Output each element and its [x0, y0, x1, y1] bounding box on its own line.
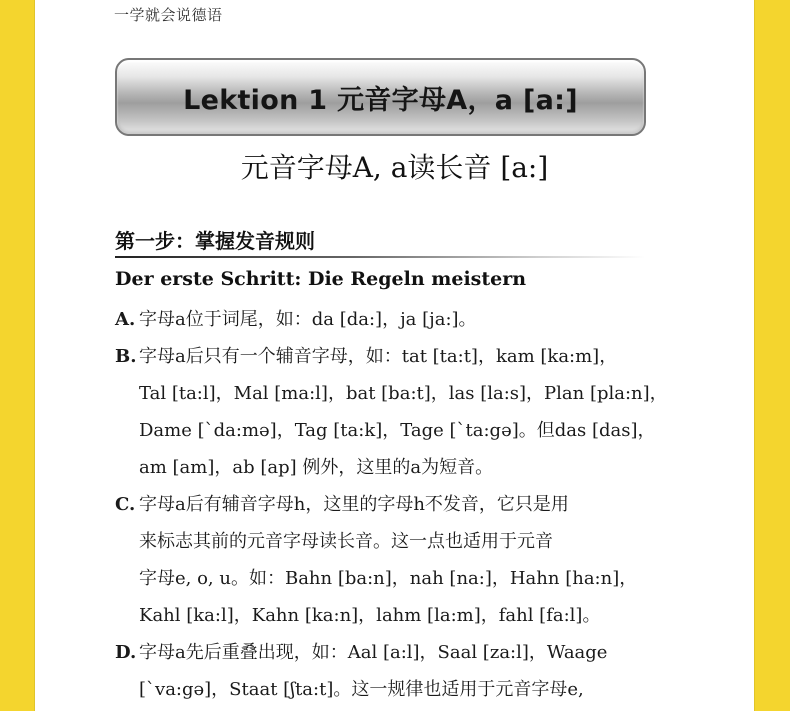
running-header: 一学就会说德语	[114, 6, 223, 24]
lesson-title: Lektion 1 元音字母A，a [a:]	[183, 84, 578, 116]
rule-line: 来标志其前的元音字母读长音。这一点也适用于元音	[139, 531, 553, 552]
rule-item-d	[115, 634, 660, 708]
rule-line: Dame [ˋda:mə]，Tag [ta:k]，Tage [ˋta:gə]。但das [das]，	[139, 420, 656, 441]
rule-text: 字母a后只有一个辅音字母，如：tat [ta:t]，kam [ka:m]，	[139, 346, 618, 367]
book-page	[35, 0, 754, 711]
rule-line	[115, 486, 660, 523]
rule-line	[115, 301, 660, 338]
rule-item-b	[115, 338, 668, 486]
rule-line: 字母e, o, u。如：Bahn [ba:n]，nah [na:]，Hahn [ha:n]，	[139, 568, 638, 589]
rule-line	[115, 634, 660, 671]
rule-marker: B.	[115, 346, 137, 367]
rule-marker: A.	[115, 309, 136, 330]
rule-text: 字母a先后重叠出现，如：Aal [a:l]，Saal [za:l]，Waage	[139, 642, 608, 663]
step-subheading: Der erste Schritt: Die Regeln meistern	[115, 268, 527, 290]
rule-line: [ˋva:gə]，Staat [ʃta:t]。这一规律也适用于元音字母e,	[139, 679, 584, 700]
rule-line: Tal [ta:l]，Mal [ma:l]，bat [ba:t]，las [la:s]，Plan [pla:n]，	[139, 383, 668, 404]
rule-line: am [am]，ab [ap] 例外，这里的a为短音。	[139, 457, 494, 478]
rule-text: 字母a位于词尾，如：da [da:]，ja [ja:]。	[139, 309, 477, 330]
rule-marker: C.	[115, 494, 136, 515]
rule-line: Kahl [ka:l]，Kahn [ka:n]，lahm [la:m]，fahl [fa:l]。	[139, 605, 601, 626]
lesson-title-banner	[115, 58, 646, 136]
lesson-subtitle: 元音字母A, a读长音 [a:]	[240, 151, 549, 184]
rule-item-a	[115, 301, 660, 338]
step-heading: 第一步：掌握发音规则	[115, 229, 315, 253]
rule-marker: D.	[115, 642, 137, 663]
section-divider	[115, 256, 645, 258]
rule-item-c	[115, 486, 660, 634]
rule-text: 字母a后有辅音字母h，这里的字母h不发音，它只是用	[139, 494, 569, 515]
rule-line	[115, 338, 660, 375]
